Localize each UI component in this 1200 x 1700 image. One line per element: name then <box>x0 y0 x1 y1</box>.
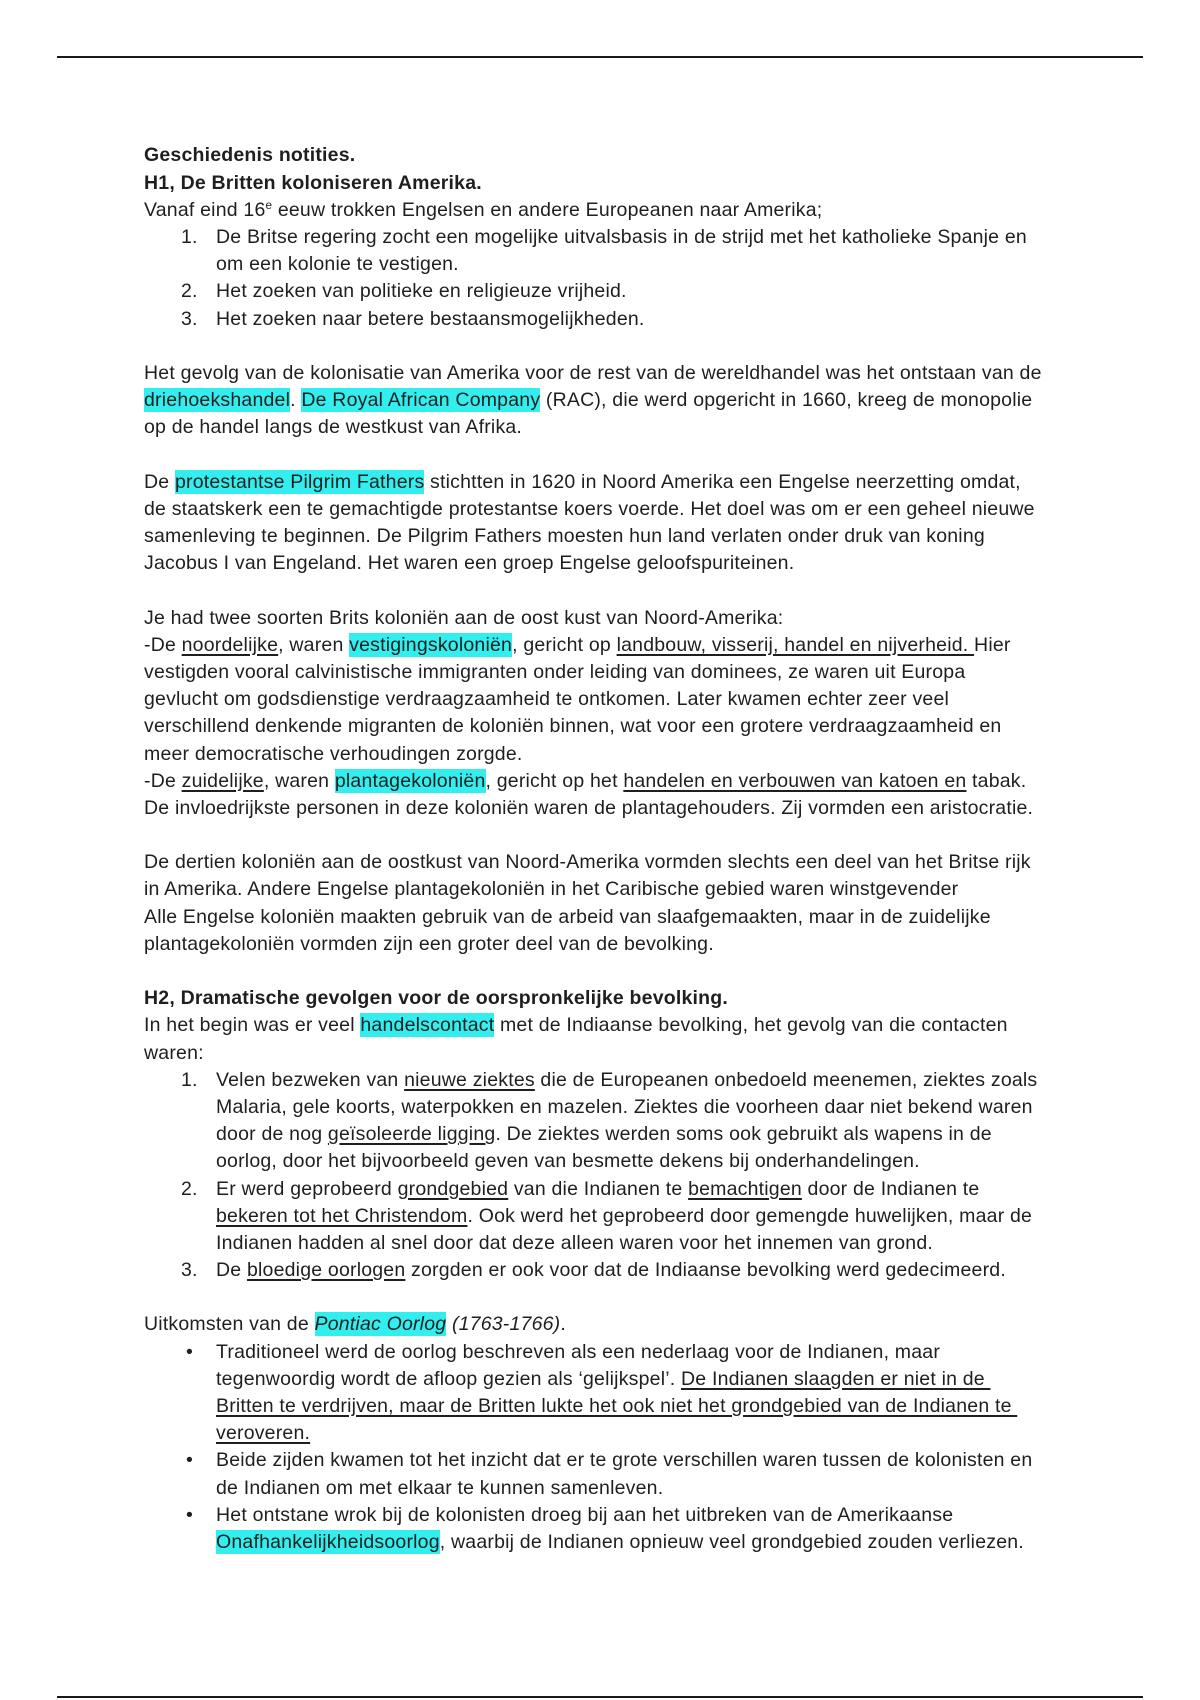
text-run: Malaria, gele koorts, waterpokken en mazelen. Ziektes die voorheen daar niet bekend waren <box>216 1095 1033 1118</box>
bullet-list <box>144 1339 1144 1557</box>
text-line <box>144 1311 1144 1338</box>
text-run: Geschiedenis notities. <box>144 144 356 167</box>
superscript: e <box>265 198 273 212</box>
underlined-phrase: bekeren tot het Christendom <box>216 1204 468 1227</box>
text-run: Het zoeken naar betere bestaansmogelijkheden. <box>216 307 645 330</box>
underlined-phrase: bloedige oorlogen <box>246 1259 406 1282</box>
text-run: samenleving te beginnen. De Pilgrim Fathers moesten hun land verlaten onder druk van koning <box>144 525 985 548</box>
underlined-phrase: grondgebied <box>397 1177 509 1200</box>
text-run: Uitkomsten van de <box>144 1313 315 1336</box>
paragraph <box>144 1012 1144 1066</box>
paragraph <box>144 849 1144 958</box>
list-item-line <box>216 1475 1144 1502</box>
text-run: De invloedrijkste personen in deze koloniën waren de plantagehouders. Zij vormden een aristocratie. <box>144 796 1034 819</box>
text-run: Je had twee soorten Brits koloniën aan de oost kust van Noord-Amerika: <box>144 606 784 629</box>
list-item-line <box>216 1230 1144 1257</box>
text-line <box>144 387 1144 414</box>
list-item-line <box>216 1339 1144 1366</box>
paragraph <box>144 197 1144 224</box>
text-run: Vanaf eind 16 <box>144 198 266 221</box>
text-run: De <box>144 470 175 493</box>
text-run: Jacobus I van Engeland. Het waren een groep Engelse geloofspuriteinen. <box>144 552 795 575</box>
text-run: (1763-1766) <box>451 1313 561 1336</box>
text-run: vestigden vooral calvinistische immigranten onder leiding van dominees, ze waren uit Europa <box>144 660 966 683</box>
text-line <box>144 605 1144 632</box>
text-run: in Amerika. Andere Engelse plantagekoloniën in het Caribische gebied waren winstgevender <box>144 878 959 901</box>
underlined-phrase: Britten te verdrijven, maar de Britten lukte het ook niet het grondgebied van de Indianen te <box>216 1395 1018 1418</box>
text-run: . Ook werd het geprobeerd door gemengde huwelijken, maar de <box>467 1204 1033 1227</box>
underlined-phrase: nieuwe ziektes <box>404 1068 535 1091</box>
text-run: De Britse regering zocht een mogelijke uitvalsbasis in de strijd met het katholieke Spanje en <box>216 225 1027 248</box>
page-title-text <box>144 142 1144 169</box>
notes-section <box>144 849 1144 958</box>
notes-section <box>144 605 1144 823</box>
text-line <box>144 1012 1144 1039</box>
paragraph <box>144 1311 1144 1338</box>
text-run: In het begin was er veel <box>144 1014 361 1037</box>
list-item-line <box>216 1366 1144 1393</box>
text-run: , waren <box>263 769 335 792</box>
list-item <box>144 1257 1144 1284</box>
list-item-line <box>216 1203 1144 1230</box>
list-item-line <box>216 1393 1144 1420</box>
text-run: Alle Engelse koloniën maakten gebruik van de arbeid van slaafgemaakten, maar in de zuidelijke <box>144 905 991 928</box>
text-run: . <box>560 1313 567 1336</box>
text-run: door de nog <box>216 1123 328 1146</box>
text-run: Er werd geprobeerd <box>216 1177 398 1200</box>
list-number: 1. <box>181 1068 198 1091</box>
list-item-line <box>216 1447 1144 1474</box>
text-run: die de Europeanen onbedoeld meenemen, ziektes zoals <box>534 1068 1038 1091</box>
list-item-line <box>216 1067 1144 1094</box>
list-item-line <box>216 251 1144 278</box>
list-number: 1. <box>181 225 198 248</box>
text-run: Het zoeken van politieke en religieuze vrijheid. <box>216 280 627 303</box>
text-line <box>144 414 1144 441</box>
text-run: waren: <box>144 1041 204 1064</box>
paragraph <box>144 469 1144 578</box>
section-heading <box>144 170 1144 197</box>
paragraph <box>144 605 1144 823</box>
text-line <box>144 686 1144 713</box>
list-item-line <box>216 1257 1144 1284</box>
top-rule <box>57 56 1143 58</box>
list-item-line <box>216 1094 1144 1121</box>
list-item <box>144 1176 1144 1258</box>
text-line <box>144 741 1144 768</box>
list-item-line <box>216 1502 1144 1529</box>
notes-section <box>144 142 1144 332</box>
text-line <box>144 795 1144 822</box>
underlined-phrase: noordelijke <box>181 633 279 656</box>
text-run: Hier <box>974 633 1011 656</box>
text-run: Traditioneel werd de oorlog beschreven als een nederlaag voor de Indianen, maar <box>216 1340 941 1363</box>
bullet-marker: • <box>186 1449 194 1472</box>
text-run: gevlucht om godsdienstige verdraagzaamheid te ontkomen. Later kwamen echter zeer veel <box>144 688 950 711</box>
text-run: om een kolonie te vestigen. <box>216 253 459 276</box>
text-run: H2, Dramatische gevolgen voor de oorspronkelijke bevolking. <box>144 987 728 1010</box>
text-run: Beide zijden kwamen tot het inzicht dat er te grote verschillen waren tussen de kolonisten en <box>216 1449 1033 1472</box>
list-item-line <box>216 224 1144 251</box>
text-run: oorlog, door het bijvoorbeeld geven van besmette dekens bij onderhandelingen. <box>216 1150 920 1173</box>
page-title <box>144 142 1144 169</box>
text-run: eeuw trokken Engelsen en andere Europeanen naar Amerika; <box>272 198 823 221</box>
text-run: , waarbij de Indianen opnieuw veel grondgebied zouden verliezen. <box>439 1530 1024 1553</box>
text-run: van die Indianen te <box>508 1177 689 1200</box>
text-run: De <box>216 1259 247 1282</box>
text-run: verschillend denkende migranten de koloniën binnen, wat voor een grotere verdraagzaamheid en <box>144 715 1002 738</box>
bullet-marker: • <box>186 1340 194 1363</box>
text-line <box>144 523 1144 550</box>
text-run: De dertien koloniën aan de oostkust van Noord-Amerika vormden slechts een deel van het Britse rijk <box>144 851 1031 874</box>
text-run: (RAC), die werd opgericht in 1660, kreeg de monopolie <box>540 389 1033 412</box>
list-item <box>144 224 1144 278</box>
text-line <box>144 768 1144 795</box>
text-run: tabak. <box>966 769 1027 792</box>
text-run: de staatskerk een te gemachtigde protestantse koers voerde. Het doel was om er een geheel nieuwe <box>144 497 1035 520</box>
text-line <box>144 1040 1144 1067</box>
list-item-line <box>216 1176 1144 1203</box>
underlined-phrase: handelen en verbouwen van katoen en <box>623 769 967 792</box>
text-run: Het ontstane wrok bij de kolonisten droeg bij aan het uitbreken van de Amerikaanse <box>216 1503 954 1526</box>
underlined-phrase: landbouw, visserij, handel en nijverheid. <box>616 633 975 656</box>
highlighted-term: Onafhankelijkheidsoorlog <box>216 1530 440 1553</box>
list-item-line <box>216 278 1144 305</box>
list-number: 2. <box>181 280 198 303</box>
text-line <box>144 876 1144 903</box>
underlined-phrase: veroveren. <box>216 1422 311 1445</box>
notes-section <box>144 1311 1144 1556</box>
section-heading-text <box>144 170 1144 197</box>
text-run: -De <box>144 633 182 656</box>
section-heading <box>144 985 1144 1012</box>
text-run: . <box>290 389 302 412</box>
underlined-phrase: bemachtigen <box>688 1177 802 1200</box>
highlighted-term: vestigingskoloniën <box>349 633 513 656</box>
text-run: , gericht op het <box>485 769 624 792</box>
underlined-phrase: zuidelijke <box>181 769 264 792</box>
text-run: , waren <box>278 633 350 656</box>
list-item <box>144 1502 1144 1556</box>
text-run: . De ziektes werden soms ook gebruikt als wapens in de <box>495 1123 992 1146</box>
text-line <box>144 550 1144 577</box>
numbered-list <box>144 224 1144 333</box>
text-run: meer democratische verhoudingen zorgde. <box>144 742 523 765</box>
highlighted-term: handelscontact <box>360 1014 495 1037</box>
text-run: tegenwoordig wordt de afloop gezien als ‘gelijkspel’. <box>216 1367 681 1390</box>
list-item-line <box>216 306 1144 333</box>
highlighted-term: De Royal African Company <box>301 389 541 412</box>
highlighted-term: plantagekoloniën <box>334 769 486 792</box>
highlighted-term: driehoekshandel <box>144 389 291 412</box>
text-line <box>144 659 1144 686</box>
highlighted-term: Pontiac Oorlog <box>314 1313 447 1336</box>
text-line <box>144 904 1144 931</box>
notes-section <box>144 985 1144 1284</box>
notes-body <box>144 142 1144 1556</box>
text-line <box>144 197 1144 224</box>
text-run: door de Indianen te <box>801 1177 980 1200</box>
list-number: 3. <box>181 1259 198 1282</box>
text-run: op de handel langs de westkust van Afrika. <box>144 416 523 439</box>
text-run: , gericht op <box>512 633 617 656</box>
text-run: -De <box>144 769 182 792</box>
text-line <box>144 632 1144 659</box>
list-item <box>144 1067 1144 1176</box>
list-number: 2. <box>181 1177 198 1200</box>
list-item <box>144 1447 1144 1501</box>
text-line <box>144 849 1144 876</box>
list-item <box>144 306 1144 333</box>
text-run: Velen bezweken van <box>216 1068 405 1091</box>
numbered-list <box>144 1067 1144 1285</box>
notes-section <box>144 469 1144 578</box>
underlined-phrase: De Indianen slaagden er niet in de <box>681 1367 991 1390</box>
paragraph <box>144 360 1144 442</box>
list-item-line <box>216 1148 1144 1175</box>
list-item-line <box>216 1121 1144 1148</box>
list-item-line <box>216 1420 1144 1447</box>
text-line <box>144 360 1144 387</box>
text-run: plantagekoloniën vormden zijn een groter deel van de bevolking. <box>144 932 714 955</box>
section-heading-text <box>144 985 1144 1012</box>
text-run: stichtten in 1620 in Noord Amerika een Engelse neerzetting omdat, <box>424 470 1021 493</box>
text-run: Indianen hadden al snel door dat deze alleen waren voor het innemen van grond. <box>216 1231 934 1254</box>
text-run: de Indianen om met elkaar te kunnen samenleven. <box>216 1476 664 1499</box>
list-number: 3. <box>181 307 198 330</box>
list-item-line <box>216 1529 1144 1556</box>
underlined-phrase: geïsoleerde ligging <box>327 1123 496 1146</box>
text-run: Het gevolg van de kolonisatie van Amerika voor de rest van de wereldhandel was het ontstaan van de <box>144 361 1042 384</box>
text-line <box>144 713 1144 740</box>
text-line <box>144 931 1144 958</box>
text-line <box>144 496 1144 523</box>
text-run: zorgden er ook voor dat de Indiaanse bevolking werd gedecimeerd. <box>405 1259 1006 1282</box>
text-run: H1, De Britten koloniseren Amerika. <box>144 171 482 194</box>
list-item <box>144 1339 1144 1448</box>
text-line <box>144 469 1144 496</box>
list-item <box>144 278 1144 305</box>
highlighted-term: protestantse Pilgrim Fathers <box>174 470 425 493</box>
bottom-rule <box>57 1696 1143 1698</box>
notes-section <box>144 360 1144 442</box>
bullet-marker: • <box>186 1503 194 1526</box>
text-run: met de Indiaanse bevolking, het gevolg van die contacten <box>494 1014 1008 1037</box>
